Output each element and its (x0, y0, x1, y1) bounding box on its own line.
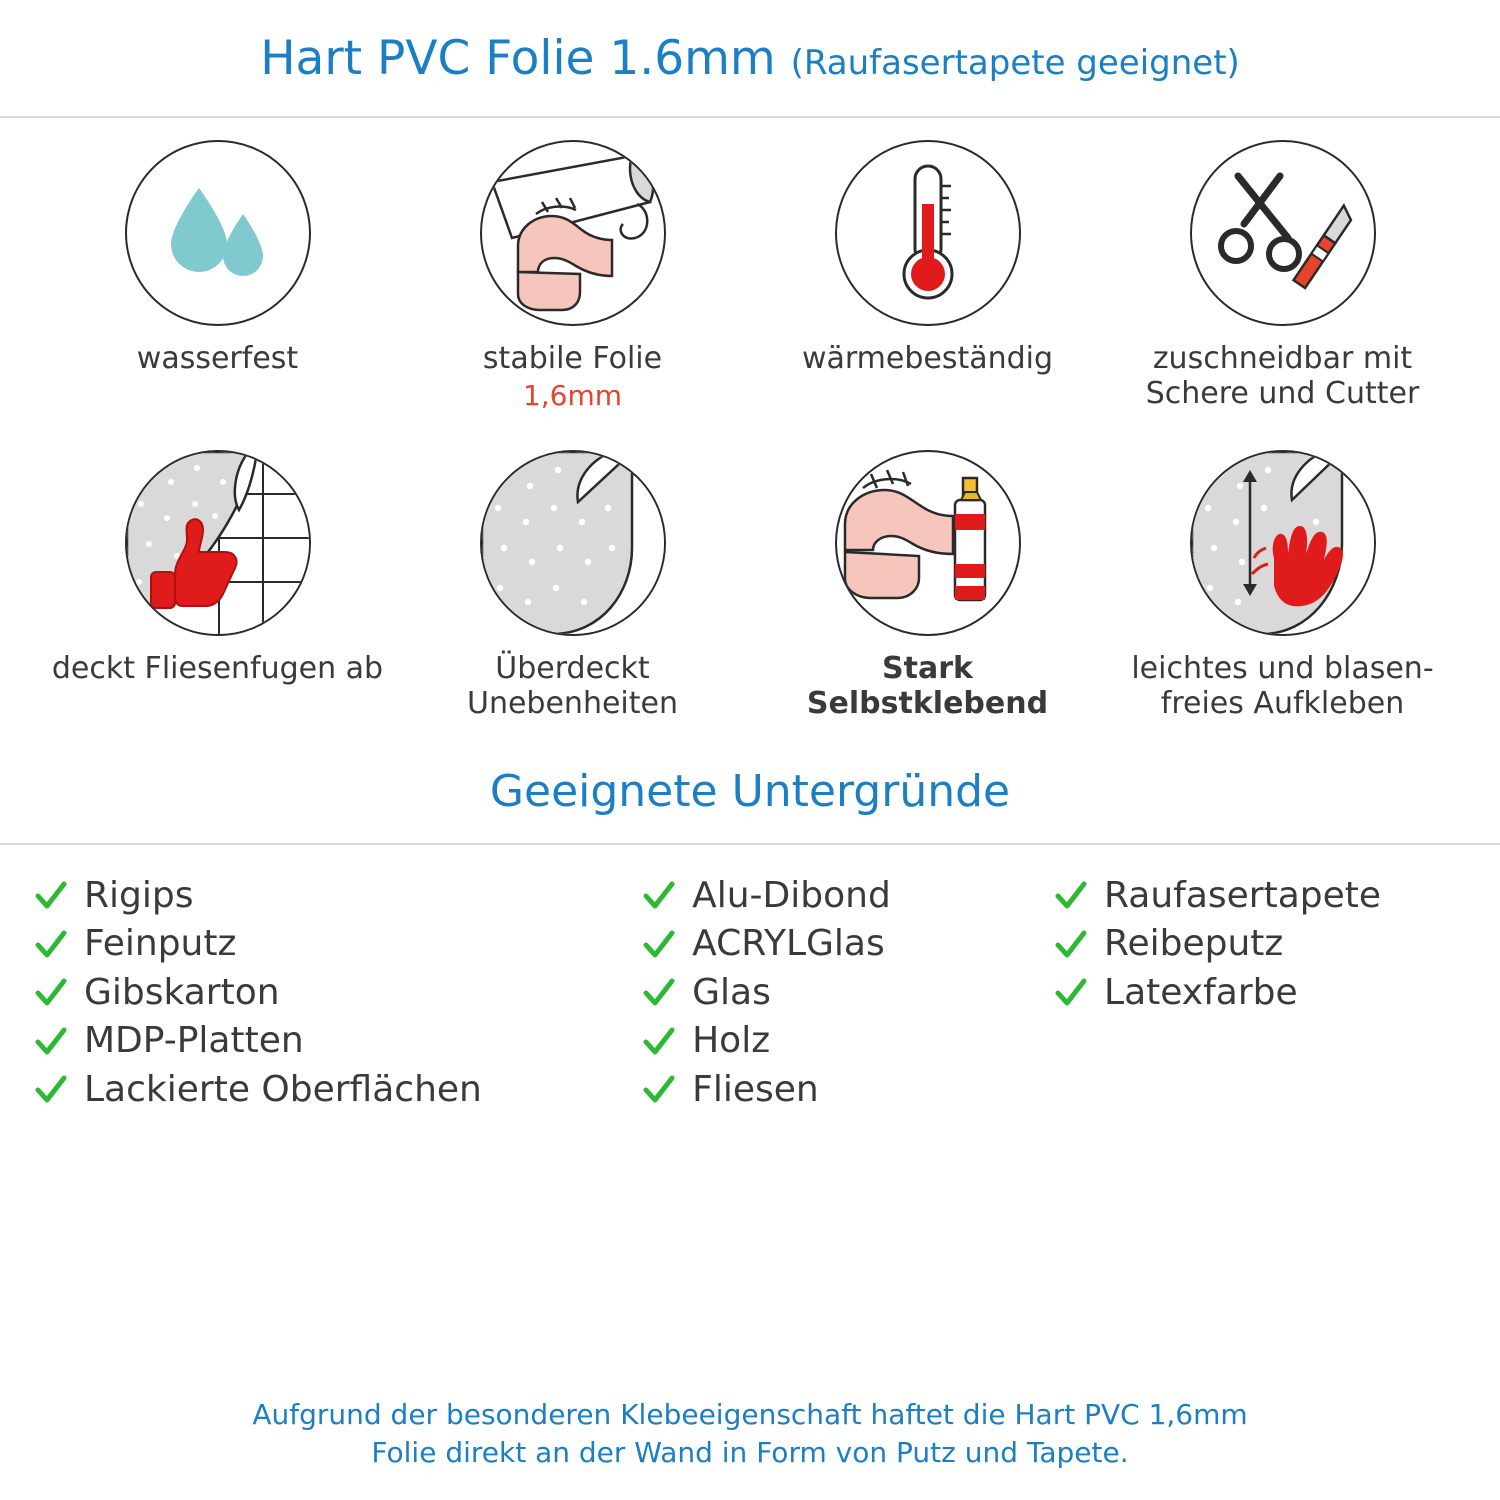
list-item-label: Latexfarbe (1104, 971, 1298, 1013)
list-item-label: Raufasertapete (1104, 875, 1382, 916)
water-drops-icon (125, 140, 311, 326)
substrate-list (0, 845, 1500, 1111)
feature-label: Stark Selbstklebend (806, 651, 1049, 721)
feature-label: wärmebeständig (801, 341, 1054, 376)
check-icon (34, 976, 68, 1010)
scissors-cutter-icon (1190, 140, 1376, 326)
check-icon (34, 1025, 68, 1059)
list-item (34, 1020, 642, 1062)
page-title-main: Hart PVC Folie 1.6mm (260, 30, 776, 86)
list-item (1054, 923, 1466, 965)
feature-label: deckt Fliesenfugen ab (51, 651, 384, 686)
feature-item (1105, 140, 1460, 450)
feature-item (40, 450, 395, 760)
footnote-line-1: Aufgrund der besonderen Klebeeigenschaft haftet die Hart PVC 1,6mm (252, 1398, 1248, 1432)
feature-label: zuschneidbar mit Schere und Cutter (1145, 341, 1420, 411)
feature-label: wasserfest (136, 341, 299, 376)
list-item (642, 1069, 1054, 1111)
substrate-column (642, 875, 1054, 1111)
thermometer-icon (835, 140, 1021, 326)
check-icon (1054, 879, 1088, 913)
check-icon (642, 879, 676, 913)
list-item-label: Lackierte Oberflächen (84, 1068, 482, 1110)
footnote (0, 1396, 1500, 1472)
list-item-label: Feinputz (84, 923, 237, 965)
check-icon (34, 928, 68, 962)
list-item (34, 1069, 642, 1111)
list-item (1054, 875, 1466, 917)
substrate-column (1054, 875, 1466, 1111)
list-item (34, 875, 642, 917)
section-heading: Geeignete Untergründe (0, 760, 1500, 845)
check-icon (1054, 928, 1088, 962)
check-icon (642, 976, 676, 1010)
feature-label: leichtes und blasen-freies Aufkleben (1131, 651, 1434, 721)
list-item-label: Fliesen (692, 1068, 819, 1110)
footnote-line-2: Folie direkt an der Wand in Form von Putz und Tapete. (371, 1436, 1129, 1470)
feature-grid (0, 118, 1500, 760)
check-icon (34, 879, 68, 913)
peeling-foil-icon (480, 450, 666, 636)
feature-item (395, 450, 750, 760)
list-item-label: Alu-Dibond (692, 875, 891, 916)
arm-glue-icon (835, 450, 1021, 636)
check-icon (642, 928, 676, 962)
page-title (260, 31, 1240, 86)
feature-item (395, 140, 750, 450)
list-item (642, 972, 1054, 1014)
list-item (642, 923, 1054, 965)
list-item-label: ACRYLGlas (692, 923, 885, 965)
list-item (34, 972, 642, 1014)
list-item (34, 923, 642, 965)
list-item (1054, 972, 1466, 1014)
list-item-label: MDP-Platten (84, 1020, 304, 1062)
feature-label-text: Überdeckt Unebenheiten (467, 651, 678, 721)
check-icon (642, 1073, 676, 1107)
check-icon (34, 1073, 68, 1107)
feature-item (750, 450, 1105, 760)
header (0, 0, 1500, 118)
check-icon (642, 1025, 676, 1059)
substrate-column (34, 875, 642, 1111)
feature-item (40, 140, 395, 450)
feature-item (750, 140, 1105, 450)
hand-smoothing-icon (1190, 450, 1376, 636)
page-title-parenthetical: (Raufasertapete geeignet) (790, 42, 1240, 83)
list-item-label: Reibeputz (1104, 923, 1284, 965)
list-item (642, 1020, 1054, 1062)
list-item-label: Rigips (84, 875, 194, 916)
thumbs-up-tiles-icon (125, 450, 311, 636)
list-item-label: Holz (692, 1020, 771, 1062)
check-icon (1054, 976, 1088, 1010)
list-item (642, 875, 1054, 917)
strong-arm-foil-icon (480, 140, 666, 326)
feature-sublabel: 1,6mm (522, 378, 623, 412)
feature-item (1105, 450, 1460, 760)
list-item-label: Glas (692, 971, 771, 1013)
feature-label (403, 652, 743, 722)
feature-label: stabile Folie (482, 341, 663, 376)
list-item-label: Gibskarton (84, 971, 280, 1013)
